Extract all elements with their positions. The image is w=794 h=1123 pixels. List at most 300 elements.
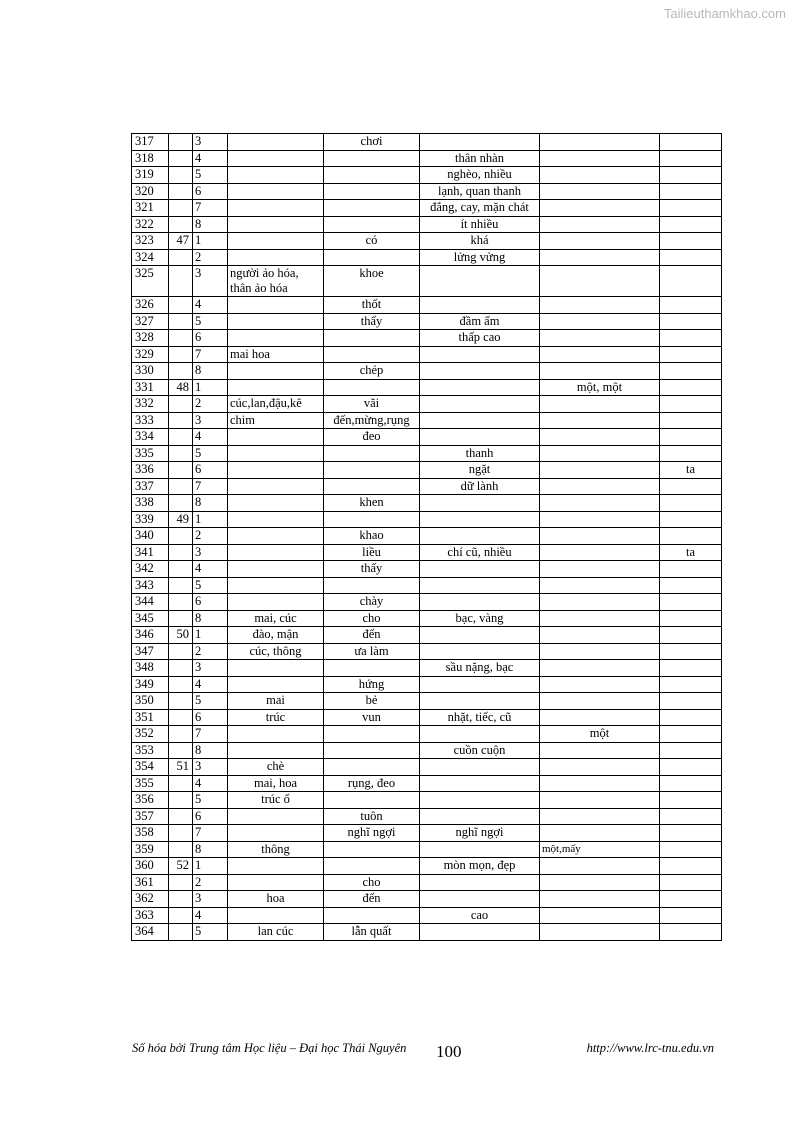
table-row <box>132 610 722 627</box>
table-cell <box>228 544 324 561</box>
table-cell <box>228 233 324 250</box>
table-cell: 2 <box>193 874 228 891</box>
table-cell: 3 <box>193 660 228 677</box>
table-cell: nghĩ ngợi <box>420 825 540 842</box>
table-cell <box>324 511 420 528</box>
table-cell: rụng, đeo <box>324 775 420 792</box>
table-cell <box>169 478 193 495</box>
table-cell: 329 <box>132 346 169 363</box>
table-cell <box>169 610 193 627</box>
table-cell <box>228 874 324 891</box>
table-cell <box>420 561 540 578</box>
table-cell <box>420 676 540 693</box>
table-cell <box>540 216 660 233</box>
table-cell <box>169 412 193 429</box>
table-cell: 323 <box>132 233 169 250</box>
table-row <box>132 660 722 677</box>
table-cell: đeo <box>324 429 420 446</box>
table-cell <box>228 445 324 462</box>
table-cell: một <box>540 726 660 743</box>
table-cell <box>660 216 722 233</box>
table-cell <box>660 167 722 184</box>
table-cell: 3 <box>193 266 228 297</box>
table-cell: chày <box>324 594 420 611</box>
table-cell <box>660 841 722 858</box>
table-cell: chè <box>228 759 324 776</box>
table-cell <box>660 313 722 330</box>
table-cell: 6 <box>193 594 228 611</box>
table-cell: 1 <box>193 511 228 528</box>
table-cell <box>660 183 722 200</box>
table-cell: 51 <box>169 759 193 776</box>
table-cell: 5 <box>193 577 228 594</box>
table-cell <box>228 297 324 314</box>
table-cell <box>169 924 193 941</box>
table-cell: một, một <box>540 379 660 396</box>
table-cell <box>660 134 722 151</box>
table-cell: 2 <box>193 643 228 660</box>
table-cell: 3 <box>193 891 228 908</box>
table-cell: 363 <box>132 907 169 924</box>
table-cell <box>540 561 660 578</box>
table-cell: 48 <box>169 379 193 396</box>
table-cell: 47 <box>169 233 193 250</box>
table-cell: 5 <box>193 445 228 462</box>
table-cell: đến <box>324 627 420 644</box>
table-cell <box>324 841 420 858</box>
table-row <box>132 709 722 726</box>
table-cell: đầm ấm <box>420 313 540 330</box>
table-cell: 355 <box>132 775 169 792</box>
table-cell <box>420 577 540 594</box>
table-row <box>132 462 722 479</box>
table-cell: 1 <box>193 858 228 875</box>
table-cell <box>420 808 540 825</box>
table-cell <box>228 249 324 266</box>
table-cell: có <box>324 233 420 250</box>
table-cell <box>540 759 660 776</box>
table-cell <box>228 216 324 233</box>
table-cell: cúc, thông <box>228 643 324 660</box>
table-cell <box>228 594 324 611</box>
table-cell <box>228 379 324 396</box>
table-cell <box>660 858 722 875</box>
table-cell <box>540 709 660 726</box>
table-cell <box>324 660 420 677</box>
table-cell <box>169 330 193 347</box>
table-cell: thấy <box>324 561 420 578</box>
table-cell: 6 <box>193 183 228 200</box>
table-cell <box>420 874 540 891</box>
table-cell: 4 <box>193 676 228 693</box>
table-cell <box>169 134 193 151</box>
table-cell: chim <box>228 412 324 429</box>
table-cell <box>324 742 420 759</box>
table-cell <box>420 429 540 446</box>
table-cell: 334 <box>132 429 169 446</box>
table-row <box>132 874 722 891</box>
table-cell: 4 <box>193 429 228 446</box>
table-cell: 318 <box>132 150 169 167</box>
table-cell: 5 <box>193 167 228 184</box>
page-number: 100 <box>436 1042 462 1061</box>
table-cell: 357 <box>132 808 169 825</box>
table-cell: ta <box>660 462 722 479</box>
table-cell <box>660 200 722 217</box>
table-cell: thông <box>228 841 324 858</box>
table-cell <box>540 429 660 446</box>
table-cell <box>169 594 193 611</box>
table-cell: 4 <box>193 775 228 792</box>
table-cell: 8 <box>193 495 228 512</box>
table-cell: cuồn cuộn <box>420 742 540 759</box>
table-cell <box>324 379 420 396</box>
table-cell: 5 <box>193 792 228 809</box>
table-cell <box>169 528 193 545</box>
table-cell: 326 <box>132 297 169 314</box>
table-row <box>132 627 722 644</box>
table-cell: nhặt, tiếc, cũ <box>420 709 540 726</box>
table-cell <box>169 495 193 512</box>
table-cell: khoe <box>324 266 420 297</box>
table-cell: 340 <box>132 528 169 545</box>
table-cell: mòn mọn, đẹp <box>420 858 540 875</box>
table-cell <box>169 346 193 363</box>
table-cell <box>420 726 540 743</box>
table-cell: 4 <box>193 907 228 924</box>
table-cell <box>169 742 193 759</box>
table-row <box>132 150 722 167</box>
table-cell <box>540 249 660 266</box>
table-row <box>132 478 722 495</box>
table-cell: 353 <box>132 742 169 759</box>
table-cell <box>660 693 722 710</box>
table-cell <box>228 330 324 347</box>
table-cell <box>660 594 722 611</box>
table-cell: 364 <box>132 924 169 941</box>
table-row <box>132 924 722 941</box>
table-cell <box>540 577 660 594</box>
table-cell: 2 <box>193 528 228 545</box>
table-cell: 342 <box>132 561 169 578</box>
table-cell: dữ lành <box>420 478 540 495</box>
table-cell: khen <box>324 495 420 512</box>
word-frequency-table <box>131 133 722 941</box>
table-cell <box>660 346 722 363</box>
table-cell: hứng <box>324 676 420 693</box>
table-cell: nghèo, nhiều <box>420 167 540 184</box>
table-cell <box>169 266 193 297</box>
table-cell <box>228 528 324 545</box>
table-cell <box>540 396 660 413</box>
table-cell <box>660 495 722 512</box>
table-cell <box>660 709 722 726</box>
table-cell: cao <box>420 907 540 924</box>
table-cell <box>420 379 540 396</box>
table-row <box>132 891 722 908</box>
table-cell: thốt <box>324 297 420 314</box>
table-cell: 324 <box>132 249 169 266</box>
table-cell <box>169 643 193 660</box>
table-cell: ngặt <box>420 462 540 479</box>
table-cell: vun <box>324 709 420 726</box>
table-cell <box>660 478 722 495</box>
table-cell <box>228 363 324 380</box>
table-cell <box>660 627 722 644</box>
table-cell <box>660 330 722 347</box>
table-row <box>132 907 722 924</box>
table-cell: 341 <box>132 544 169 561</box>
table-cell: cho <box>324 610 420 627</box>
table-cell <box>540 693 660 710</box>
table-cell <box>228 150 324 167</box>
table-cell <box>540 643 660 660</box>
table-cell: 344 <box>132 594 169 611</box>
table-cell <box>169 297 193 314</box>
table-row <box>132 643 722 660</box>
table-cell <box>540 594 660 611</box>
table-cell <box>324 858 420 875</box>
table-cell <box>420 643 540 660</box>
table-cell <box>660 874 722 891</box>
table-cell <box>540 874 660 891</box>
table-row <box>132 577 722 594</box>
table-cell: 358 <box>132 825 169 842</box>
table-cell: 348 <box>132 660 169 677</box>
table-row <box>132 297 722 314</box>
table-cell: 343 <box>132 577 169 594</box>
table-cell <box>540 363 660 380</box>
table-cell <box>540 233 660 250</box>
table-cell <box>660 907 722 924</box>
table-cell <box>660 379 722 396</box>
table-cell: 5 <box>193 313 228 330</box>
table-row <box>132 346 722 363</box>
table-cell <box>228 462 324 479</box>
table-cell: thấp cao <box>420 330 540 347</box>
table-cell <box>540 627 660 644</box>
table-cell: mai, cúc <box>228 610 324 627</box>
table-cell: lẫn quất <box>324 924 420 941</box>
table-row <box>132 858 722 875</box>
table-cell <box>540 266 660 297</box>
table-cell: 8 <box>193 610 228 627</box>
table-cell <box>324 150 420 167</box>
table-cell: cho <box>324 874 420 891</box>
table-row <box>132 216 722 233</box>
table-row <box>132 200 722 217</box>
table-cell <box>540 462 660 479</box>
table-cell: 6 <box>193 462 228 479</box>
table-cell <box>660 233 722 250</box>
table-cell: 346 <box>132 627 169 644</box>
table-cell <box>169 561 193 578</box>
table-cell: lan cúc <box>228 924 324 941</box>
table-cell: bạc, vàng <box>420 610 540 627</box>
table-cell <box>228 134 324 151</box>
table-cell <box>324 759 420 776</box>
table-cell <box>228 726 324 743</box>
table-cell <box>228 577 324 594</box>
table-row <box>132 429 722 446</box>
table-cell <box>169 167 193 184</box>
table-row <box>132 792 722 809</box>
table-cell <box>540 200 660 217</box>
table-cell: 4 <box>193 297 228 314</box>
table-cell: 1 <box>193 379 228 396</box>
table-cell <box>228 825 324 842</box>
table-cell <box>324 346 420 363</box>
table-cell <box>660 825 722 842</box>
table-cell <box>169 363 193 380</box>
table-row <box>132 808 722 825</box>
table-cell: nghĩ ngợi <box>324 825 420 842</box>
table-cell <box>660 511 722 528</box>
table-cell <box>324 167 420 184</box>
table-cell: 347 <box>132 643 169 660</box>
table-cell <box>169 313 193 330</box>
table-row <box>132 379 722 396</box>
table-cell: 49 <box>169 511 193 528</box>
table-cell <box>324 577 420 594</box>
table-cell <box>169 183 193 200</box>
table-cell: một,mấy <box>540 841 660 858</box>
table-cell <box>228 478 324 495</box>
table-cell: 336 <box>132 462 169 479</box>
table-row <box>132 183 722 200</box>
table-cell <box>169 841 193 858</box>
table-cell: 6 <box>193 808 228 825</box>
table-cell <box>540 858 660 875</box>
table-cell <box>420 594 540 611</box>
table-cell: 356 <box>132 792 169 809</box>
table-row <box>132 495 722 512</box>
table-cell: mai, hoa <box>228 775 324 792</box>
table-row <box>132 134 722 151</box>
table-cell: 2 <box>193 396 228 413</box>
table-cell: 339 <box>132 511 169 528</box>
table-cell <box>540 907 660 924</box>
table-cell: 5 <box>193 693 228 710</box>
table-cell: 335 <box>132 445 169 462</box>
table-cell <box>169 660 193 677</box>
table-cell: 337 <box>132 478 169 495</box>
table-cell: hoa <box>228 891 324 908</box>
table-cell <box>660 610 722 627</box>
table-cell <box>324 445 420 462</box>
table-cell <box>660 808 722 825</box>
table-cell <box>420 511 540 528</box>
table-cell <box>169 462 193 479</box>
table-row <box>132 363 722 380</box>
table-cell <box>420 495 540 512</box>
table-cell <box>169 693 193 710</box>
table-cell <box>169 907 193 924</box>
table-cell <box>169 792 193 809</box>
table-cell: 361 <box>132 874 169 891</box>
table-cell <box>169 445 193 462</box>
table-cell <box>660 891 722 908</box>
table-cell <box>540 775 660 792</box>
table-row <box>132 396 722 413</box>
table-cell: 327 <box>132 313 169 330</box>
footer-url: http://www.lrc-tnu.edu.vn <box>586 1041 714 1055</box>
table-cell <box>660 266 722 297</box>
table-cell <box>228 429 324 446</box>
table-cell <box>540 528 660 545</box>
table-cell <box>169 726 193 743</box>
table-row <box>132 249 722 266</box>
table-cell <box>324 792 420 809</box>
table-row <box>132 759 722 776</box>
table-cell <box>169 249 193 266</box>
table-row <box>132 330 722 347</box>
table-cell <box>228 808 324 825</box>
table-cell <box>324 462 420 479</box>
table-cell <box>660 726 722 743</box>
table-cell <box>660 249 722 266</box>
table-cell: chép <box>324 363 420 380</box>
table-cell <box>169 429 193 446</box>
table-row <box>132 825 722 842</box>
table-cell <box>540 808 660 825</box>
table-cell: 8 <box>193 841 228 858</box>
table-cell: 1 <box>193 627 228 644</box>
table-cell <box>420 266 540 297</box>
table-row <box>132 841 722 858</box>
table-cell <box>228 660 324 677</box>
table-cell: thấy <box>324 313 420 330</box>
table-cell <box>420 841 540 858</box>
table-cell <box>420 891 540 908</box>
table-cell: 50 <box>169 627 193 644</box>
table-cell: 6 <box>193 330 228 347</box>
table-cell <box>540 478 660 495</box>
table-cell <box>228 495 324 512</box>
table-cell <box>324 330 420 347</box>
table-cell: sầu nặng, bạc <box>420 660 540 677</box>
table-cell: 2 <box>193 249 228 266</box>
table-cell <box>540 183 660 200</box>
table-cell <box>660 561 722 578</box>
table-cell: chí cũ, nhiều <box>420 544 540 561</box>
table-row <box>132 445 722 462</box>
table-cell <box>540 150 660 167</box>
table-cell <box>324 216 420 233</box>
table-cell: đến,mừng,rụng <box>324 412 420 429</box>
table-cell <box>660 297 722 314</box>
table-cell <box>660 924 722 941</box>
table-cell: 317 <box>132 134 169 151</box>
table-cell <box>169 775 193 792</box>
table-cell <box>324 478 420 495</box>
table-cell: lửng vửng <box>420 249 540 266</box>
table-row <box>132 561 722 578</box>
table-cell <box>228 676 324 693</box>
table-cell <box>540 742 660 759</box>
table-cell <box>660 363 722 380</box>
table-cell <box>169 544 193 561</box>
table-cell <box>540 825 660 842</box>
table-cell <box>540 676 660 693</box>
table-cell <box>420 297 540 314</box>
table-cell <box>540 610 660 627</box>
table-cell: lạnh, quan thanh <box>420 183 540 200</box>
table-cell: 338 <box>132 495 169 512</box>
table-row <box>132 742 722 759</box>
table-cell <box>420 363 540 380</box>
table-cell <box>228 313 324 330</box>
